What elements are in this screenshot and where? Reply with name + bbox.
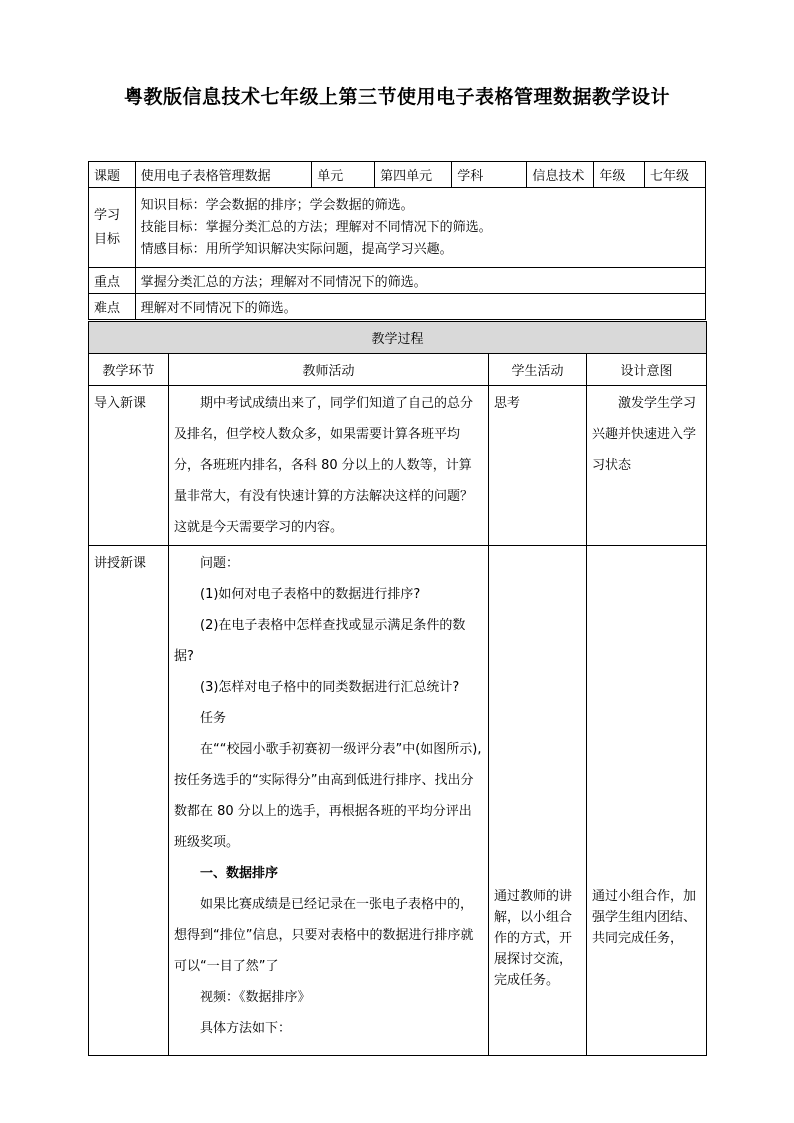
intro-intent bbox=[587, 386, 707, 546]
topic-value: 使用电子表格管理数据 bbox=[135, 162, 312, 188]
intro-student: 思考 bbox=[489, 386, 587, 546]
lecture-line-task: 任务 bbox=[200, 711, 227, 726]
info-row-key bbox=[89, 268, 706, 294]
topic-label: 课题 bbox=[89, 162, 136, 188]
lecture-teacher bbox=[169, 546, 489, 1056]
subject-label: 学科 bbox=[452, 162, 527, 188]
key-value: 掌握分类汇总的方法；理解对不同情况下的筛选。 bbox=[135, 268, 705, 294]
teaching-process-table bbox=[88, 321, 707, 1056]
subject-value: 信息技术 bbox=[527, 162, 594, 188]
lecture-line-q1: (1)如何对电子表格中的数据进行排序? bbox=[200, 587, 421, 602]
intro-teacher bbox=[169, 386, 489, 546]
key-label: 重点 bbox=[89, 268, 136, 294]
unit-label: 单元 bbox=[312, 162, 375, 188]
intro-teacher-text: 期中考试成绩出来了，同学们知道了自己的总分及排名，但学校人数众多，如果需要计算各班平均分，各班班内排名，各科 80 分以上的人数等，计算量非常大，有没有快速计算的方法解决这样的问题？这就是今天需要学习的内容。 bbox=[174, 396, 474, 535]
col-student: 学生活动 bbox=[489, 354, 587, 386]
lesson-info-table bbox=[88, 161, 706, 320]
difficulty-label: 难点 bbox=[89, 294, 136, 320]
difficulty-value: 理解对不同情况下的筛选。 bbox=[135, 294, 705, 320]
goal-emotion: 情感目标：用所学知识解决实际问题，提高学习兴趣。 bbox=[140, 241, 453, 257]
col-intent: 设计意图 bbox=[587, 354, 707, 386]
col-stage: 教学环节 bbox=[89, 354, 169, 386]
goals-label: 学习目标 bbox=[89, 188, 136, 268]
process-columns-row bbox=[89, 354, 707, 386]
process-header: 教学过程 bbox=[89, 322, 707, 354]
lecture-line-method: 具体方法如下： bbox=[200, 1021, 292, 1036]
goal-skill: 技能目标：掌握分类汇总的方法；理解对不同情况下的筛选。 bbox=[140, 219, 492, 235]
document-title: 粤教版信息技术七年级上第三节使用电子表格管理数据教学设计 bbox=[123, 86, 670, 108]
process-header-row bbox=[89, 322, 707, 354]
unit-value: 第四单元 bbox=[375, 162, 452, 188]
intro-stage: 导入新课 bbox=[89, 386, 169, 546]
goal-knowledge: 知识目标：学会数据的排序；学会数据的筛选。 bbox=[140, 197, 414, 213]
col-teacher: 教师活动 bbox=[169, 354, 489, 386]
info-row-topic bbox=[89, 162, 706, 188]
lecture-row bbox=[89, 546, 707, 1056]
intro-row bbox=[89, 386, 707, 546]
intro-intent-text: 激发学生学习兴趣并快速进入学习状态 bbox=[592, 396, 697, 473]
lecture-section-heading: 一、数据排序 bbox=[200, 866, 279, 881]
goals-list bbox=[135, 188, 705, 268]
lecture-intent: 通过小组合作，加强学生组内团结、共同完成任务， bbox=[587, 546, 707, 1056]
lecture-student: 通过教师的讲解，以小组合作的方式，开展探讨交流，完成任务。 bbox=[489, 546, 587, 1056]
lecture-line-q2: (2)在电子表格中怎样查找或显示满足条件的数据? bbox=[174, 618, 466, 664]
grade-value: 七年级 bbox=[645, 162, 706, 188]
lecture-line-video: 视频：《数据排序》 bbox=[200, 990, 311, 1005]
lecture-stage: 讲授新课 bbox=[89, 546, 169, 1056]
lecture-line-task-desc: 在““校园小歌手初赛初一级评分表”中(如图所示),按任务选手的“实际得分”由高到低进行排序、找出分数都在 80 分以上的选手，再根据各班的平均分评出班级奖项。 bbox=[174, 742, 482, 850]
grade-label: 年级 bbox=[594, 162, 645, 188]
info-row-difficulty bbox=[89, 294, 706, 320]
info-row-goals bbox=[89, 188, 706, 268]
lecture-line-sort-desc: 如果比赛成绩是已经记录在一张电子表格中的，想得到“排位”信息，只要对表格中的数据进行排序就可以“一目了然”了 bbox=[174, 897, 474, 974]
lecture-line-q3: (3)怎样对电子格中的同类数据进行汇总统计? bbox=[200, 680, 460, 695]
lecture-line-question: 问题： bbox=[200, 556, 240, 571]
